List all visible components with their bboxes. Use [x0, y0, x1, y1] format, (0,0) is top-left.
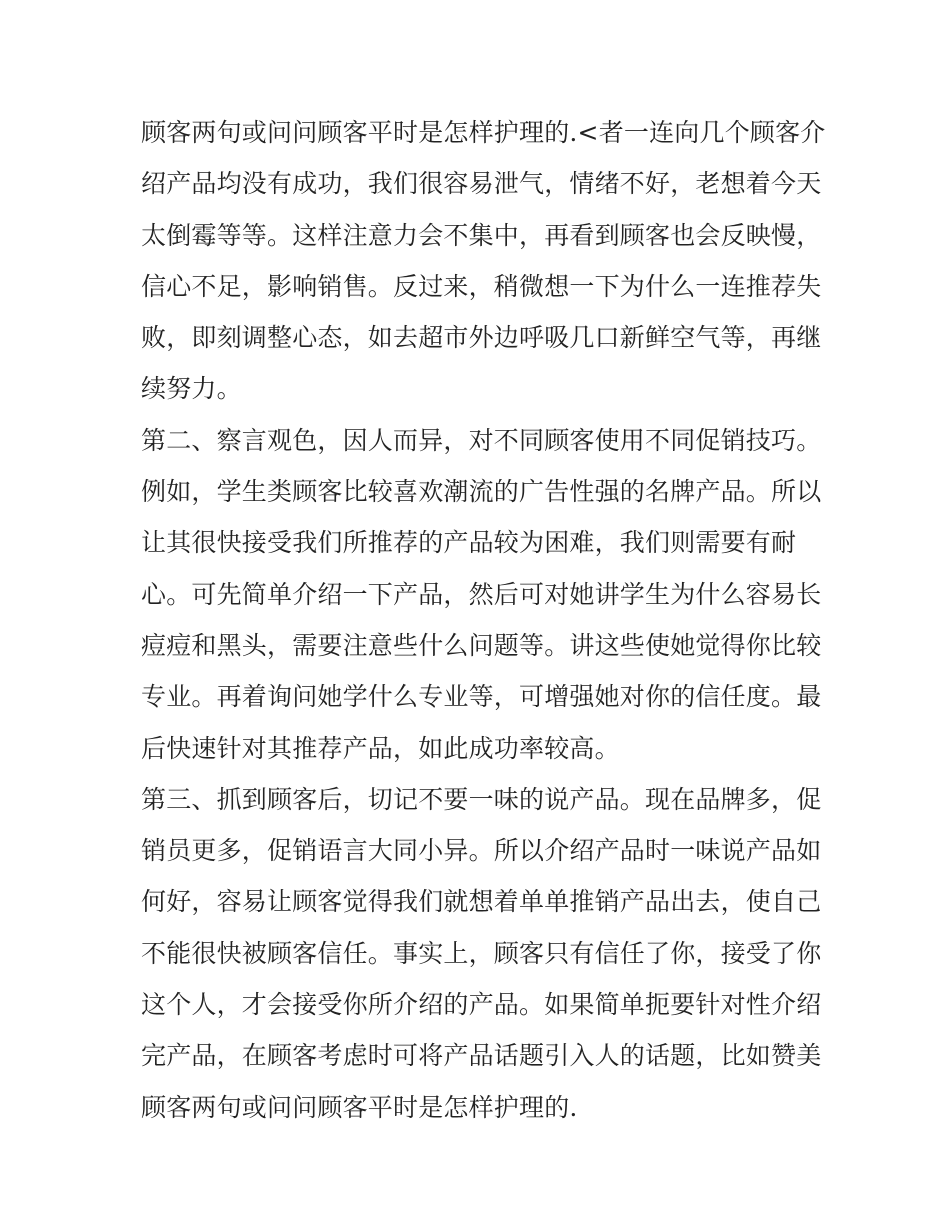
text-line: 何好，容易让顾客觉得我们就想着单单推销产品出去，使自己 [141, 887, 822, 917]
text-line: 后快速针对其推荐产品，如此成功率较高。 [141, 733, 620, 763]
text-line: 绍产品均没有成功，我们很容易泄气，情绪不好，老想着今天 [141, 169, 822, 199]
text-line: 销员更多，促销语言大同小异。所以介绍产品时一味说产品如 [141, 836, 822, 866]
text-line: 痘痘和黑头，需要注意些什么问题等。讲这些使她觉得你比较 [141, 630, 822, 660]
text-line: 专业。再着询问她学什么专业等，可增强她对你的信任度。最 [141, 682, 822, 712]
text-line: 第二、察言观色，因人而异，对不同顾客使用不同促销技巧。 [141, 425, 822, 455]
text-line: 例如，学生类顾客比较喜欢潮流的广告性强的名牌产品。所以 [141, 477, 822, 507]
text-line: 续努力。 [141, 374, 242, 404]
text-line: 不能很快被顾客信任。事实上，顾客只有信任了你，接受了你 [141, 938, 822, 968]
text-line: 败，即刻调整心态，如去超市外边呼吸几口新鲜空气等，再继 [141, 323, 822, 353]
text-line: 顾客两句或问问顾客平时是怎样护理的. [141, 1092, 578, 1122]
text-line: 顾客两句或问问顾客平时是怎样护理的.<者一连向几个顾客介 [141, 118, 826, 147]
text-line: 这个人，才会接受你所介绍的产品。如果简单扼要针对性介绍 [141, 990, 822, 1020]
text-line: 太倒霉等等。这样注意力会不集中，再看到顾客也会反映慢， [141, 220, 822, 250]
text-line: 让其很快接受我们所推荐的产品较为困难，我们则需要有耐 [141, 528, 797, 558]
text-line: 信心不足，影响销售。反过来，稍微想一下为什么一连推荐失 [141, 271, 822, 301]
text-line: 第三、抓到顾客后，切记不要一味的说产品。现在品牌多，促 [141, 784, 822, 814]
text-line: 完产品，在顾客考虑时可将产品话题引入人的话题，比如赞美 [141, 1041, 822, 1071]
text-line: 心。可先简单介绍一下产品，然后可对她讲学生为什么容易长 [141, 579, 822, 609]
document-body [141, 107, 826, 1133]
